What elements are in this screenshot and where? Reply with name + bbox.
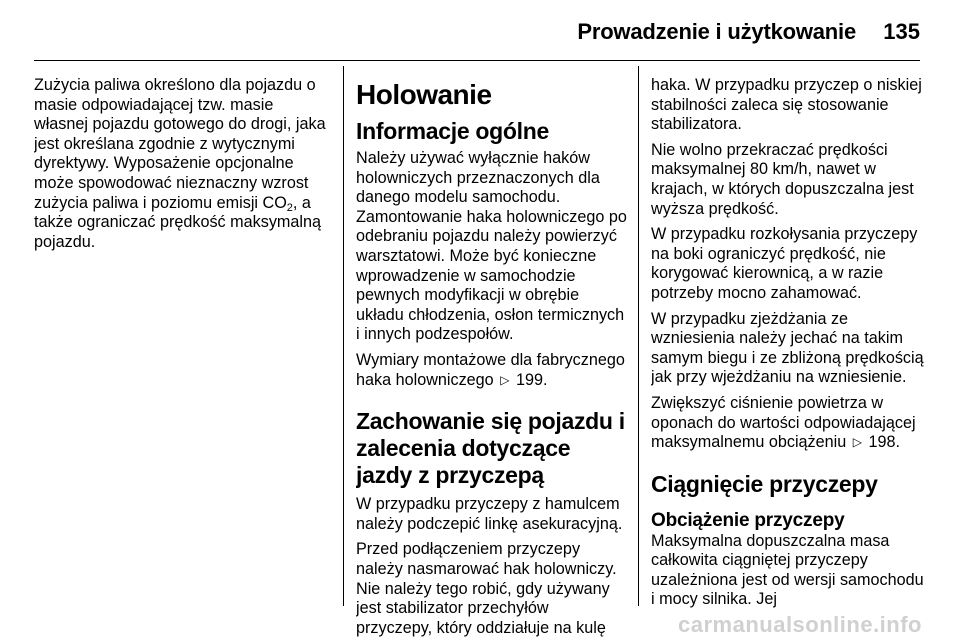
page-reference-arrow-icon: ▷ xyxy=(852,435,862,450)
column-right xyxy=(651,76,929,616)
subsection-heading-trailer-load: Obciążenie przyczepy xyxy=(651,509,845,531)
column-middle xyxy=(356,76,628,644)
paragraph-downhill: W przypadku zjeżdżania ze wzniesienia należy jechać na takim samym biegu i ze zbliżoną prędkością jak przy wjeżdżaniu na wzniesienie. xyxy=(651,309,924,387)
page-number: 135 xyxy=(883,19,920,44)
subsection-heading-driving-with-trailer: Zachowanie się pojazdu i zalecenia dotyczące jazdy z przyczepą xyxy=(356,408,625,489)
paragraph-max-mass: Maksymalna dopuszczalna masa całkowita ciągniętej przyczepy uzależniona jest od wersji samochodu i mocy silnika. Jej xyxy=(651,531,924,609)
paragraph-tow-hooks: Należy używać wyłącznie haków holowniczych przeznaczonych dla danego modelu samochodu. Zamontowanie haka holowniczego po odebraniu pojazdu należy powierzyć warsztatowi. Może być konieczne wprowadzenie w samochodzie pewnych modyfikacji w obrębie układu chłodzenia, osłon termicznych i innych podzespołów. xyxy=(356,149,627,344)
section-heading-towing: Holowanie xyxy=(356,79,492,110)
page-reference-link[interactable]: 198. xyxy=(868,433,900,452)
paragraph-speed-limit: Nie wolno przekraczać prędkości maksymalnej 80 km/h, nawet w krajach, w których dopuszczalna jest wyższa prędkość. xyxy=(651,140,914,218)
watermark: carmanualsonline.info xyxy=(678,612,922,637)
paragraph-mounting-dimensions: Wymiary montażowe dla fabrycznego haka holowniczego ▷ 199. xyxy=(356,350,625,389)
subscript-2: 2 xyxy=(286,201,293,214)
paragraph-safety-cable: W przypadku przyczepy z hamulcem należy podczepić linkę asekuracyjną. xyxy=(356,495,623,533)
paragraph-swaying: W przypadku rozkołysania przyczepy na boki ograniczyć prędkość, nie korygować kierownicą, a w razie potrzeby mocno zahamować. xyxy=(651,225,918,302)
column-divider-1 xyxy=(343,66,344,606)
paragraph-lubricate-hook: Przed podłączeniem przyczepy należy nasmarować hak holowniczy. Nie należy tego robić, gdy używany jest stabilizator przechyłów przyczepy, który oddziałuje na kulę xyxy=(356,540,617,637)
page-reference-arrow-icon: ▷ xyxy=(500,372,510,387)
page-reference-link[interactable]: 199. xyxy=(515,370,548,389)
page-title: Prowadzenie i użytkowanie xyxy=(577,19,856,44)
page-header xyxy=(0,0,960,62)
paragraph-tyre-pressure: Zwiększyć ciśnienie powietrza w oponach do wartości odpowiadającej maksymalnemu obciążeniu ▷ 198. xyxy=(651,393,916,452)
column-divider-2 xyxy=(638,66,639,606)
header-divider xyxy=(34,60,920,61)
subsection-heading-general: Informacje ogólne xyxy=(356,118,549,144)
paragraph-stabilizer: haka. W przypadku przyczep o niskiej stabilności zaleca się stosowanie stabilizatora. xyxy=(651,76,922,134)
paragraph-fuel-consumption: Zużycia paliwa określono dla pojazdu o masie odpowiadającej tzw. masie własnej pojazdu gotowego do drogi, jaka jest określana zgodnie z wytycznymi dyrektywy. Wyposażenie opcjonalne może spowodować nieznaczny wzrost zużycia paliwa i poziomu emisji $CO_2$, a także ograniczać prędkość maksymalną pojazdu. xyxy=(34,76,326,251)
column-left xyxy=(34,76,330,258)
section-heading-trailer-towing: Ciągnięcie przyczepy xyxy=(651,470,878,497)
